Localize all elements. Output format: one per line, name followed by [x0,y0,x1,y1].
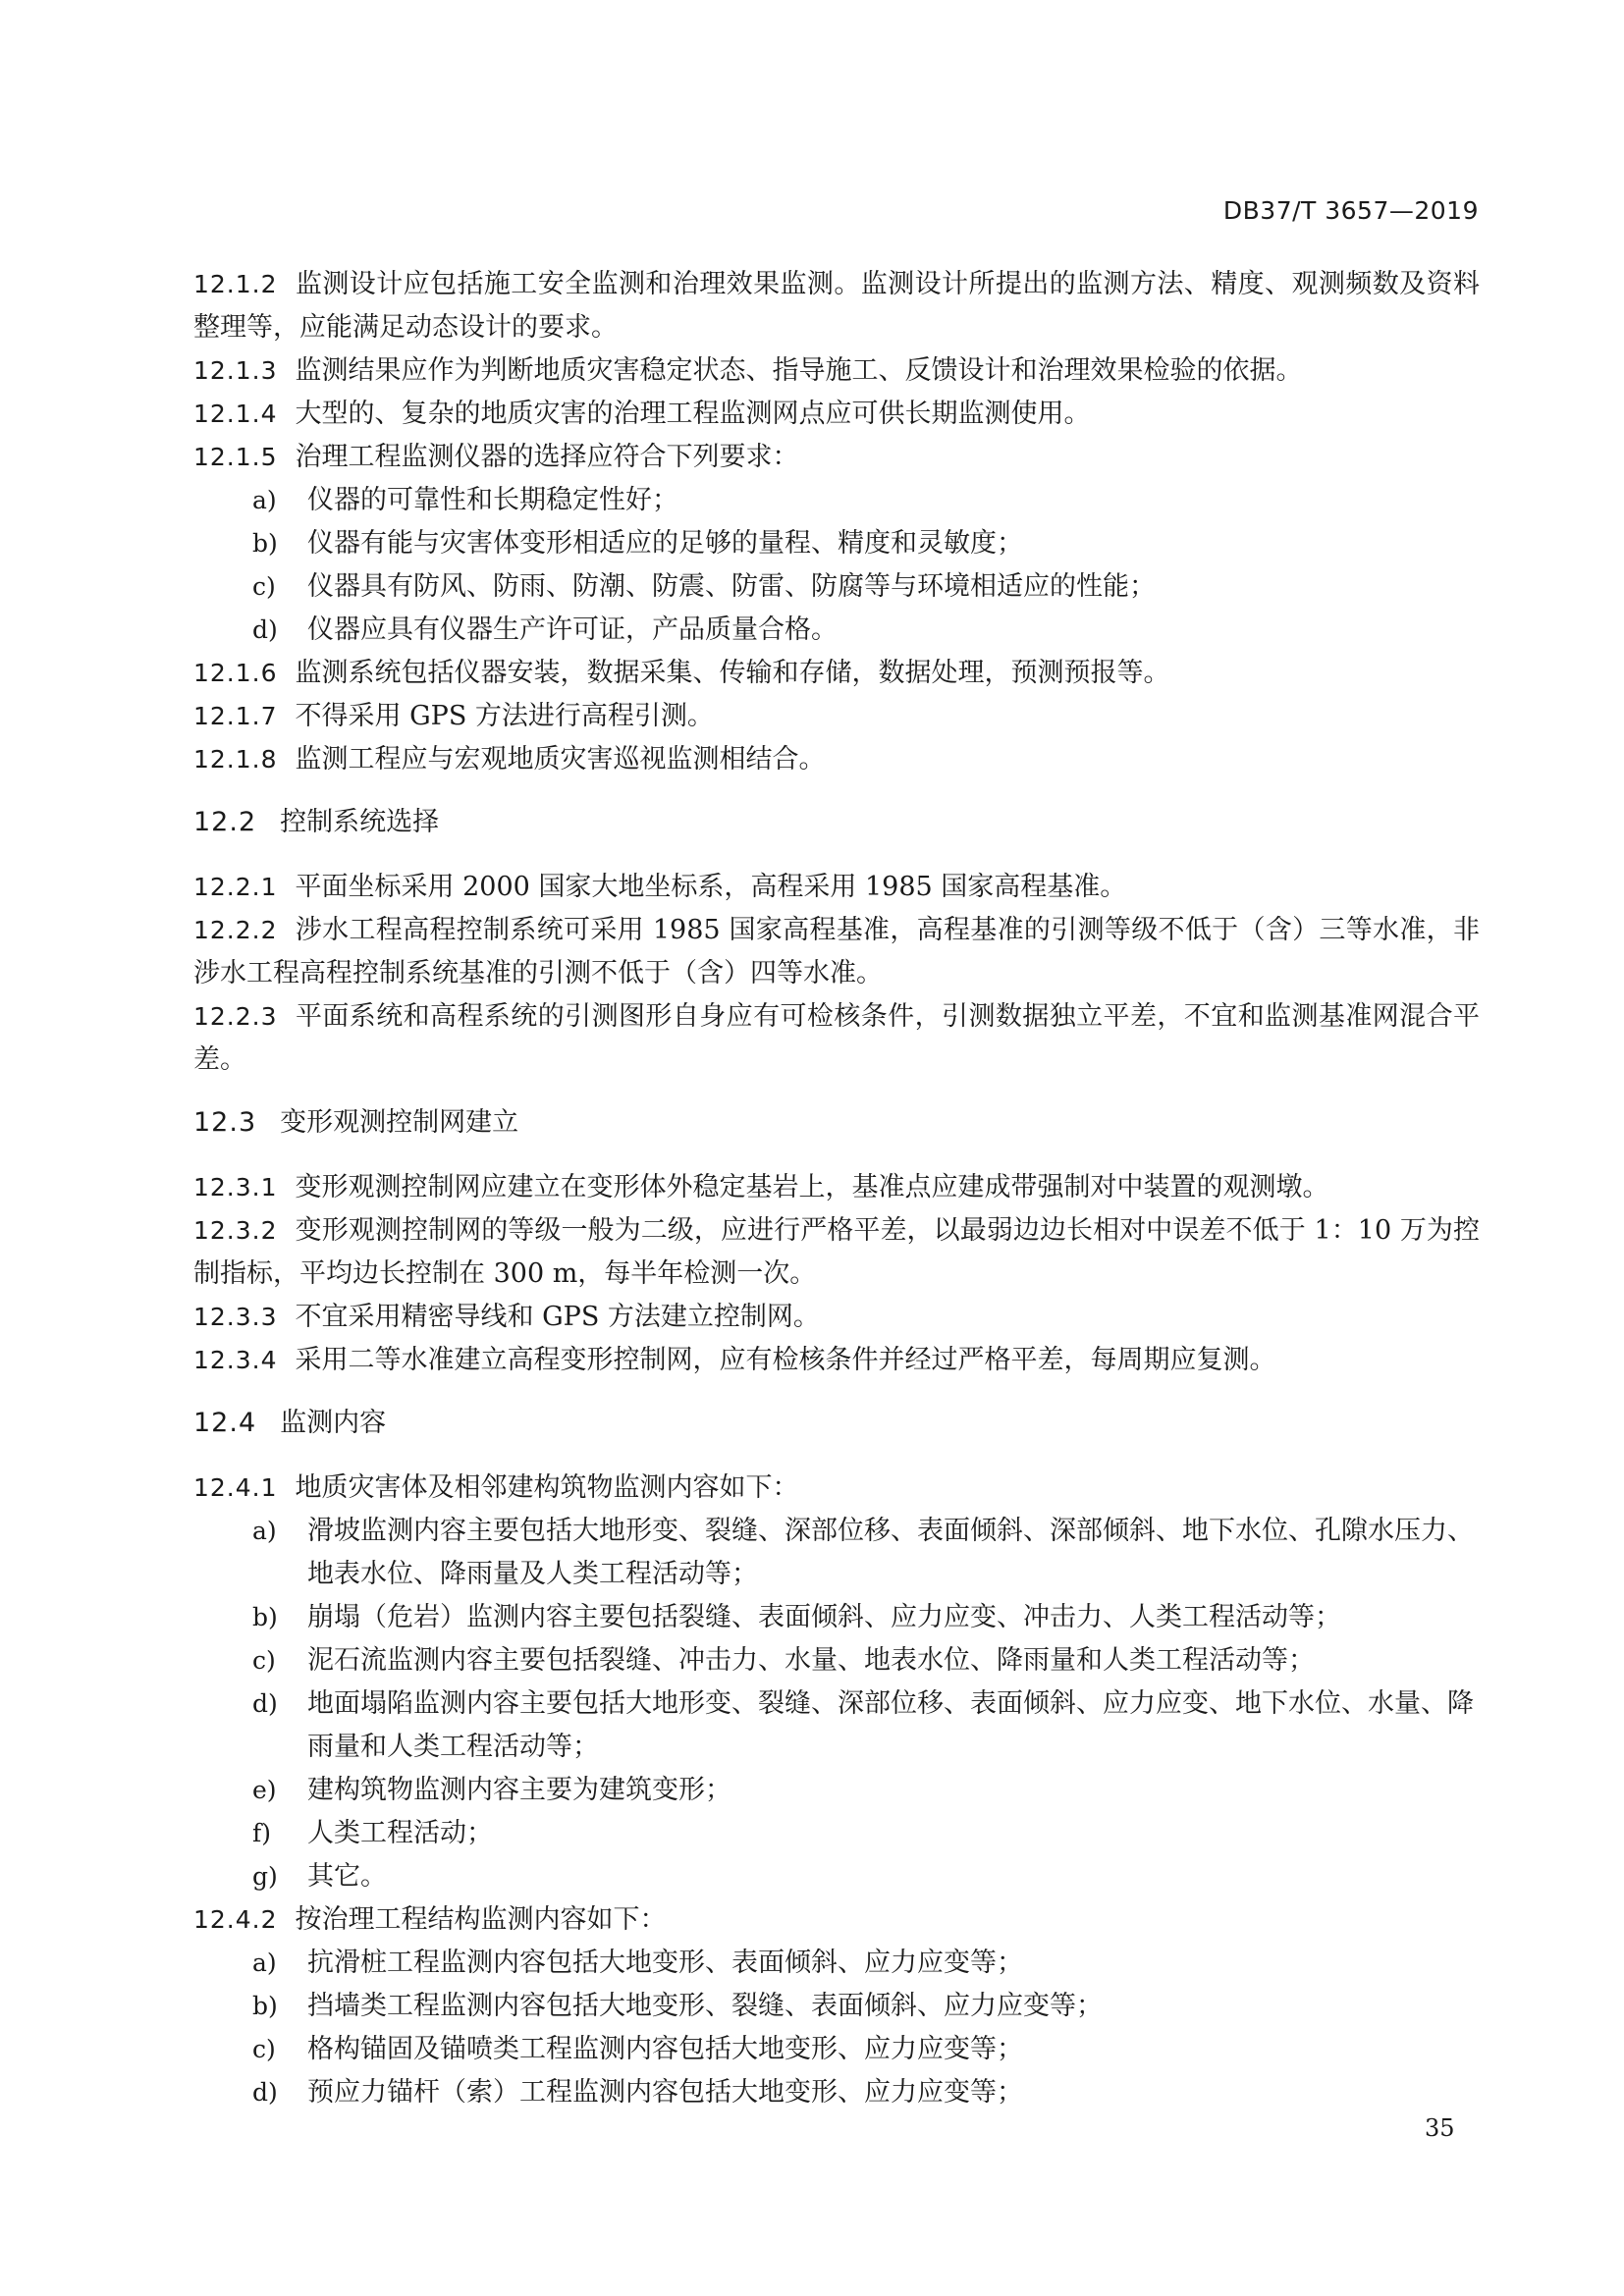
list-item-text: 预应力锚杆（索）工程监测内容包括大地变形、应力应变等； [307,2077,1023,2108]
clause-12-1-7 [193,695,1480,738]
list-item [193,1769,1480,1812]
list-item-label: e) [252,1776,277,1804]
list-item-text: 泥石流监测内容主要包括裂缝、冲击力、水量、地表水位、降雨量和人类工程活动等； [307,1645,1315,1676]
clause-text: 平面系统和高程系统的引测图形自身应有可检核条件，引测数据独立平差，不宜和监测基准网混合平差。 [193,1001,1480,1075]
section-number: 12.2 [193,807,257,837]
page-number: 35 [1425,2114,1455,2142]
clause-number: 12.2.1 [193,873,278,901]
section-heading-12-3 [193,1101,1480,1145]
section-title: 监测内容 [280,1408,387,1438]
list-item [193,522,1480,565]
list-item [193,1985,1480,2028]
list-item [193,609,1480,652]
list-item-label: a) [252,486,277,514]
section-number: 12.3 [193,1107,257,1138]
list-item-label: d) [252,2078,278,2107]
clause-text: 变形观测控制网应建立在变形体外稳定基岩上，基准点应建成带强制对中装置的观测墩。 [295,1172,1329,1202]
clause-12-4-2 [193,1898,1480,1942]
list-item-label: d) [252,615,278,644]
list-item-text: 人类工程活动； [307,1818,493,1848]
list-item [193,2028,1480,2071]
list-item-text: 仪器应具有仪器生产许可证，产品质量合格。 [307,614,838,645]
clause-number: 12.3.3 [193,1303,278,1331]
list-item-text: 仪器具有防风、防雨、防潮、防震、防雷、防腐等与环境相适应的性能； [307,571,1156,602]
list-item-text: 滑坡监测内容主要包括大地形变、裂缝、深部位移、表面倾斜、深部倾斜、地下水位、孔隙水压力、地表水位、降雨量及人类工程活动等； [307,1516,1474,1589]
list-item-text: 抗滑桩工程监测内容包括大地变形、表面倾斜、应力应变等； [307,1948,1023,1978]
list-item [193,1596,1480,1639]
clause-12-1-5 [193,436,1480,479]
clause-text: 监测设计应包括施工安全监测和治理效果监测。监测设计所提出的监测方法、精度、观测频数及资料整理等，应能满足动态设计的要求。 [193,269,1480,343]
clause-12-1-2 [193,263,1480,349]
list-item-label: c) [252,2035,276,2063]
clause-12-3-4 [193,1339,1480,1382]
list-item-text: 挡墙类工程监测内容包括大地变形、裂缝、表面倾斜、应力应变等； [307,1991,1103,2021]
clause-12-3-2 [193,1209,1480,1296]
clause-number: 12.2.2 [193,916,278,944]
clause-text: 变形观测控制网的等级一般为二级，应进行严格平差，以最弱边边长相对中误差不低于 1：10 万为控制指标，平均边长控制在 300 m，每半年检测一次。 [193,1215,1480,1289]
list-item [193,2071,1480,2114]
clause-12-3-1 [193,1166,1480,1209]
list-item-label: a) [252,1949,277,1977]
list-item-text: 地面塌陷监测内容主要包括大地形变、裂缝、深部位移、表面倾斜、应力应变、地下水位、水量、降雨量和人类工程活动等； [307,1688,1474,1762]
list-item [193,1510,1480,1596]
clause-text: 不宜采用精密导线和 GPS 方法建立控制网。 [295,1302,820,1332]
clause-number: 12.1.3 [193,356,278,385]
clause-number: 12.1.2 [193,270,278,298]
clause-text: 不得采用 GPS 方法进行高程引测。 [295,701,714,731]
list-item-text: 崩塌（危岩）监测内容主要包括裂缝、表面倾斜、应力应变、冲击力、人类工程活动等； [307,1602,1341,1632]
list-item-text: 仪器的可靠性和长期稳定性好； [307,485,678,515]
list-item [193,1682,1480,1769]
clause-12-1-6 [193,652,1480,695]
clause-number: 12.1.6 [193,659,278,687]
clause-12-1-3 [193,349,1480,393]
section-heading-12-4 [193,1402,1480,1445]
document-code: DB37/T 3657—2019 [1222,196,1479,225]
clause-12-1-4 [193,393,1480,436]
clause-text: 地质灾害体及相邻建构筑物监测内容如下： [295,1472,799,1503]
clause-text: 监测工程应与宏观地质灾害巡视监测相结合。 [295,744,826,774]
clause-text: 监测系统包括仪器安装，数据采集、传输和存储，数据处理，预测预报等。 [295,658,1170,688]
clause-number: 12.3.4 [193,1346,278,1374]
list-item-label: g) [252,1862,278,1891]
list-item [193,1639,1480,1682]
page-content [193,263,1480,2114]
clause-number: 12.1.7 [193,702,278,730]
clause-number: 12.4.1 [193,1473,278,1502]
list-item [193,565,1480,609]
list-item [193,1812,1480,1855]
clause-12-1-8 [193,738,1480,781]
clause-12-3-3 [193,1296,1480,1339]
list-item [193,1855,1480,1898]
list-item-text: 建构筑物监测内容主要为建筑变形； [307,1775,731,1805]
list-item-label: a) [252,1517,277,1545]
clause-text: 涉水工程高程控制系统可采用 1985 国家高程基准，高程基准的引测等级不低于（含）三等水准，非涉水工程高程控制系统基准的引测不低于（含）四等水准。 [193,915,1480,988]
list-item-label: c) [252,1646,276,1675]
list-item-text: 其它。 [307,1861,387,1892]
section-title: 控制系统选择 [280,807,440,837]
list-item-label: b) [252,529,278,558]
list-item-label: d) [252,1689,278,1718]
clause-12-2-3 [193,995,1480,1082]
list-item-label: b) [252,1603,278,1631]
list-item-label: c) [252,572,276,601]
list-item-text: 格构锚固及锚喷类工程监测内容包括大地变形、应力应变等； [307,2034,1023,2064]
clause-number: 12.3.2 [193,1216,278,1245]
clause-12-2-1 [193,866,1480,909]
clause-text: 按治理工程结构监测内容如下： [295,1904,667,1935]
clause-number: 12.3.1 [193,1173,278,1201]
clause-number: 12.1.5 [193,443,278,471]
list-item-label: b) [252,1992,278,2020]
list-item [193,1942,1480,1985]
section-heading-12-2 [193,801,1480,844]
list-item-label: f) [252,1819,272,1847]
list-item [193,479,1480,522]
clause-text: 治理工程监测仪器的选择应符合下列要求： [295,442,799,472]
section-number: 12.4 [193,1408,257,1438]
clause-12-2-2 [193,909,1480,995]
clause-text: 平面坐标采用 2000 国家大地坐标系，高程采用 1985 国家高程基准。 [295,872,1127,902]
clause-number: 12.1.4 [193,400,278,428]
section-title: 变形观测控制网建立 [280,1107,519,1138]
clause-number: 12.2.3 [193,1002,278,1031]
clause-text: 采用二等水准建立高程变形控制网，应有检核条件并经过严格平差，每周期应复测。 [295,1345,1276,1375]
clause-number: 12.1.8 [193,745,278,774]
clause-12-4-1 [193,1467,1480,1510]
clause-text: 大型的、复杂的地质灾害的治理工程监测网点应可供长期监测使用。 [295,399,1091,429]
clause-text: 监测结果应作为判断地质灾害稳定状态、指导施工、反馈设计和治理效果检验的依据。 [295,355,1303,386]
clause-number: 12.4.2 [193,1905,278,1934]
list-item-text: 仪器有能与灾害体变形相适应的足够的量程、精度和灵敏度； [307,528,1023,559]
